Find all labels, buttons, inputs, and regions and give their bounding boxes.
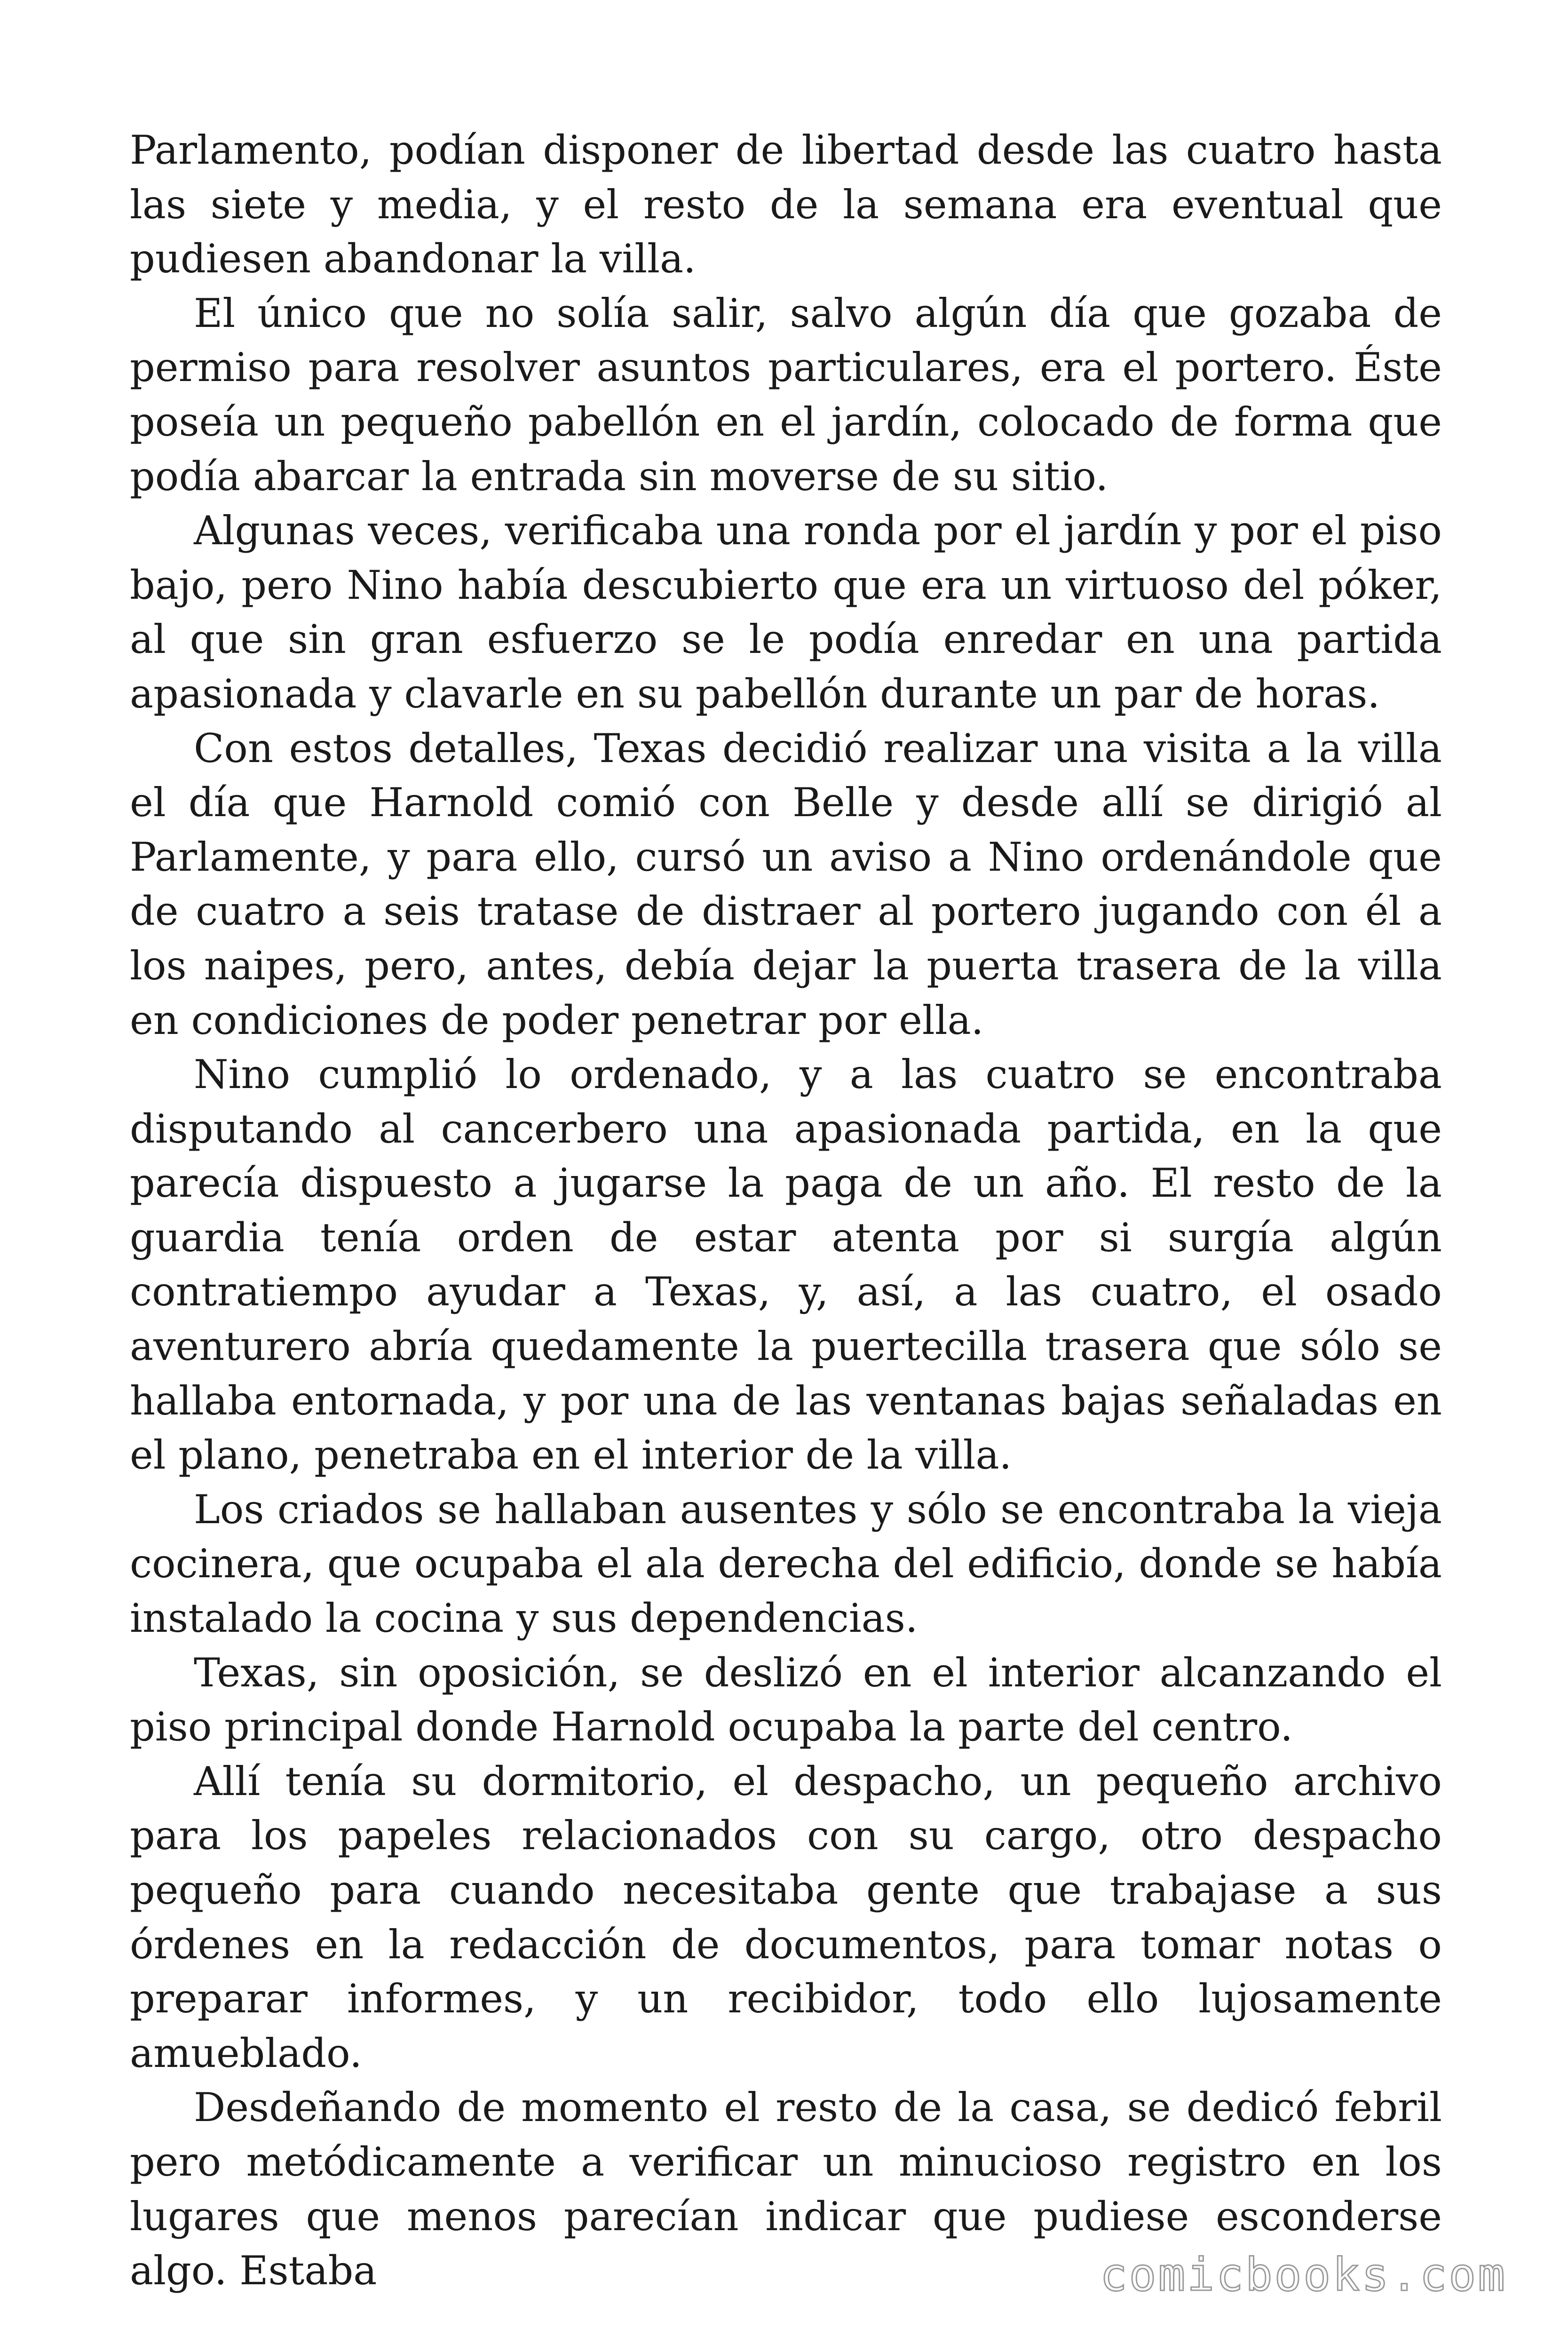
paragraph-7: Texas, sin oposición, se deslizó en el interior alcanzando el piso principal donde Harnold ocupaba la parte del centro.: [130, 1649, 1442, 1750]
paragraph-5: Nino cumplió lo ordenado, y a las cuatro se encontraba disputando al cancerbero una apasionada partida, en la que parecía dispuesto a jugarse la paga de un año. El resto de la guardia tenía orden de estar atenta por si surgía algún contratiempo ayudar a Texas, y, así, a las cuatro, el osado aventurero abría quedamente la puertecilla trasera que sólo se hallaba entornada, y por una de las ventanas bajas señaladas en el plano, penetraba en el interior de la villa.: [130, 1051, 1442, 1478]
paragraph-1: Parlamento, podían disponer de libertad desde las cuatro hasta las siete y media, y el resto de la semana era eventual que pudiesen abandonar la villa.: [130, 127, 1442, 282]
paragraph-6: Los criados se hallaban ausentes y sólo se encontraba la vieja cocinera, que ocupaba el ala derecha del edificio, donde se había instalado la cocina y sus dependencias.: [130, 1486, 1442, 1642]
paragraph-8: Allí tenía su dormitorio, el despacho, un pequeño archivo para los papeles relacionados con su cargo, otro despacho pequeño para cuando necesitaba gente que trabajase a sus órdenes en la redacción de documentos, para tomar notas o preparar informes, y un recibidor, todo ello lujosamente amueblado.: [130, 1758, 1442, 2076]
paragraph-9: Desdeñando de momento el resto de la casa, se dedicó febril pero metódicamente a verificar un minucioso registro en los lugares que menos parecían indicar que pudiese esconderse algo. Estaba: [130, 2084, 1442, 2294]
paragraph-3: Algunas veces, verificaba una ronda por el jardín y por el piso bajo, pero Nino había descubierto que era un virtuoso del póker, al que sin gran esfuerzo se le podía enredar en una partida apasionada y clavarle en su pabellón durante un par de horas.: [130, 508, 1442, 717]
paragraph-2: El único que no solía salir, salvo algún día que gozaba de permiso para resolver asuntos particulares, era el portero. Éste poseía un pequeño pabellón en el jardín, colocado de forma que podía abarcar la entrada sin moverse de su sitio.: [130, 290, 1442, 500]
body-text: [130, 123, 1442, 2298]
watermark: comicbooks.com: [1100, 2249, 1507, 2301]
paragraph-4: Con estos detalles, Texas decidió realizar una visita a la villa el día que Harnold comió con Belle y desde allí se dirigió al Parlamente, y para ello, cursó un aviso a Nino ordenándole que de cuatro a seis tratase de distraer al portero jugando con él a los naipes, pero, antes, debía dejar la puerta trasera de la villa en condiciones de poder penetrar por ella.: [130, 725, 1442, 1043]
